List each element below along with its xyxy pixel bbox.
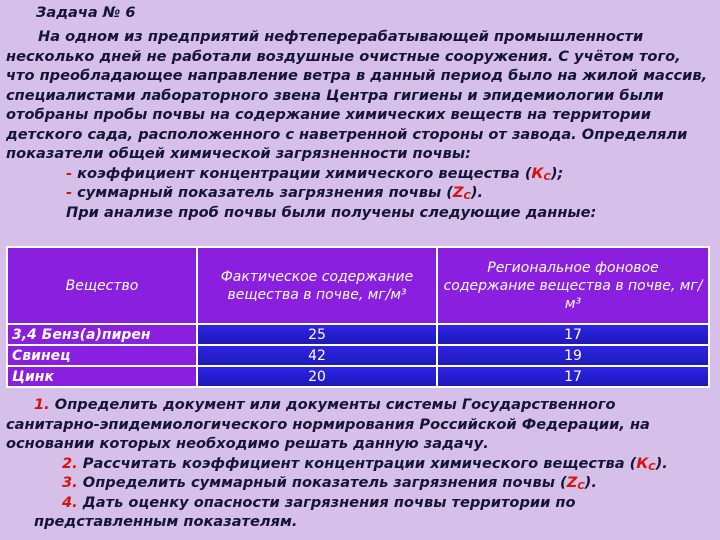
- header-background: Региональное фоновое содержание вещества в почве, мг/м³: [437, 247, 709, 324]
- cell-actual: 20: [197, 366, 437, 387]
- zc-symbol: Z: [566, 474, 578, 491]
- cell-substance: 3,4 Бенз(а)пирен: [7, 324, 197, 345]
- cell-actual: 42: [197, 345, 437, 366]
- question-tail: ).: [584, 474, 597, 491]
- question-text: Определить документ или документы системы Государственного санитарно-эпидемиологического нормирования Российской Федерации, на основании которых необходимо решать данную задачу.: [6, 396, 650, 452]
- bullet-dash: -: [66, 164, 73, 182]
- cell-background: 17: [437, 366, 709, 387]
- zc-subscript: С: [463, 191, 471, 202]
- question-number: 3.: [62, 474, 78, 491]
- bullet-zc: [6, 183, 714, 203]
- bullet-dash: -: [66, 184, 73, 201]
- bullet-tail: ).: [470, 184, 484, 201]
- bullet-kc: [6, 164, 714, 184]
- task-title: Задача № 6: [36, 4, 136, 21]
- question-text: Определить суммарный показатель загрязнения почвы (: [77, 474, 567, 491]
- kc-subscript: С: [648, 461, 656, 473]
- bullet-text: суммарный показатель загрязнения почвы (: [72, 184, 453, 201]
- question-number: 2.: [62, 454, 78, 472]
- data-table: [6, 246, 710, 388]
- questions: [6, 395, 714, 532]
- task-text: На одном из предприятий нефтеперерабатывающей промышленности несколько дней не работали воздушные очистные сооружения. С учётом того, что преобладающее направление ветра в данный период было на жилой массив, специалистами лабораторного звена Центра гигиены и эпидемиологии были отобраны пробы почвы на содержание химических веществ на территории детского сада, расположенного с наветренной стороны от завода. Определяли показатели общей химической загрязненности почвы:: [6, 28, 708, 162]
- question-text: Дать оценку опасности загрязнения почвы территории по представленным показателям.: [34, 493, 576, 530]
- zc-symbol: Z: [452, 184, 464, 201]
- question-text: Рассчитать коэффициент концентрации химического вещества (: [77, 454, 637, 472]
- kc-symbol: К: [531, 164, 544, 182]
- header-substance: Вещество: [7, 247, 197, 324]
- kc-subscript: С: [543, 171, 551, 183]
- question-4: [6, 493, 714, 532]
- question-3: [6, 473, 714, 493]
- question-2: [6, 454, 714, 474]
- cell-substance: Цинк: [7, 366, 197, 387]
- kc-symbol: К: [636, 454, 649, 472]
- header-actual: Фактическое содержание вещества в почве, мг/м³: [197, 247, 437, 324]
- bullet-text: коэффициент концентрации химического вещества (: [72, 164, 532, 182]
- question-1: [6, 395, 714, 454]
- table-row: [7, 366, 709, 387]
- question-number: 4.: [62, 493, 78, 511]
- cell-actual: 25: [197, 324, 437, 345]
- bullet-tail: );: [550, 164, 564, 182]
- cell-background: 19: [437, 345, 709, 366]
- cell-background: 17: [437, 324, 709, 345]
- table-row: [7, 324, 709, 345]
- analysis-intro: При анализе проб почвы были получены следующие данные:: [66, 203, 597, 221]
- question-number: 1.: [34, 396, 50, 413]
- task-description: [6, 27, 714, 222]
- cell-substance: Свинец: [7, 345, 197, 366]
- table-header-row: [7, 247, 709, 324]
- table-row: [7, 345, 709, 366]
- question-tail: ).: [655, 454, 668, 472]
- zc-subscript: С: [577, 481, 585, 492]
